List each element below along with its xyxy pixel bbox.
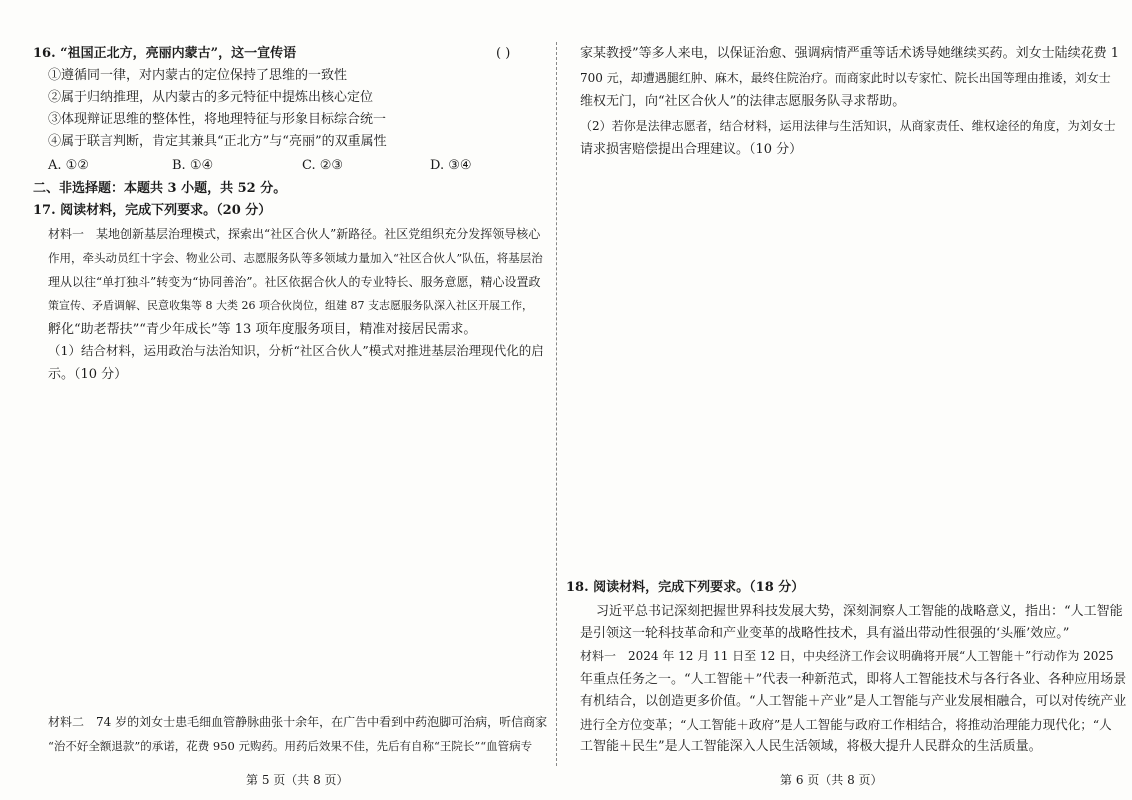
material1-line: 孵化“助老帮扶”“青少年成长”等 13 项年度服务项目，精准对接居民需求。 bbox=[48, 322, 477, 337]
q17-stem: 17. 阅读材料，完成下列要求。（20 分） bbox=[33, 203, 272, 218]
page-footer: 第 6 页（共 8 页） bbox=[780, 773, 883, 787]
column-divider bbox=[556, 42, 557, 766]
q17-continued-line: 维权无门，向“社区合伙人”的法律志愿服务队寻求帮助。 bbox=[580, 94, 906, 109]
q16-item: ③体现辩证思维的整体性，将地理特征与形象目标综合统一 bbox=[48, 112, 387, 127]
q18-intro-line: 习近平总书记深刻把握世界科技发展大势，深刻洞察人工智能的战略意义，指出：“人工智能 bbox=[596, 604, 1123, 619]
sub-question-1: （1）结合材料，运用政治与法治知识，分析“社区合伙人”模式对推进基层治理现代化的启 bbox=[48, 343, 544, 358]
q16-stem: 16. “祖国正北方，亮丽内蒙古”，这一宣传语 bbox=[33, 46, 297, 61]
q16-item: ①遵循同一律，对内蒙古的定位保持了思维的一致性 bbox=[48, 68, 348, 83]
q18-material1-line: 有机结合，以创造更多价值。“人工智能＋产业”是人工智能与产业发展相融合，可以对传统产业 bbox=[580, 694, 1127, 709]
q16-option-b: B. ①④ bbox=[172, 158, 214, 173]
sub-question-1: 示。（10 分） bbox=[48, 367, 128, 382]
material1-line: 作用，牵头动员红十字会、物业公司、志愿服务队等多领域力量加入“社区合伙人”队伍，将基层治 bbox=[48, 251, 543, 265]
answer-bracket: ( ) bbox=[496, 46, 511, 61]
section-heading: 二、非选择题：本题共 3 小题，共 52 分。 bbox=[33, 181, 287, 196]
sub-question-2: 请求损害赔偿提出合理建议。（10 分） bbox=[580, 142, 803, 157]
material1-line: 理从以往“单打独斗”转变为“协同善治”。社区依据合伙人的专业特长、服务意愿，精心设置政 bbox=[48, 275, 541, 289]
q18-material1-line: 进行全方位变革；“人工智能＋政府”是人工智能与政府工作相结合，将推动治理能力现代化；“人 bbox=[580, 717, 1112, 732]
q18-stem: 18. 阅读材料，完成下列要求。（18 分） bbox=[566, 580, 805, 595]
page-footer: 第 5 页（共 8 页） bbox=[246, 773, 349, 787]
q16-option-c: C. ②③ bbox=[302, 158, 344, 173]
q18-material1-line: 材料一 2024 年 12 月 11 日至 12 日，中央经济工作会议明确将开展“人工智能＋”行动作为 2025 bbox=[580, 649, 1114, 663]
q16-item: ②属于归纳推理，从内蒙古的多元特征中提炼出核心定位 bbox=[48, 90, 374, 105]
q18-intro-line: 是引领这一轮科技革命和产业变革的战略性技术，具有溢出带动性很强的‘头雁’效应。” bbox=[580, 626, 1070, 641]
q17-continued-line: 家某教授”等多人来电，以保证治愈、强调病情严重等话术诱导她继续买药。刘女士陆续花费 1 bbox=[580, 46, 1120, 61]
material1-line: 材料一 某地创新基层治理模式，探索出“社区合伙人”新路径。社区党组织充分发挥领导核心 bbox=[48, 227, 541, 241]
material2-line: 材料二 74 岁的刘女士患毛细血管静脉曲张十余年，在广告中看到中药泡脚可治病，听信商家 bbox=[48, 715, 548, 729]
q18-material1-line: 年重点任务之一。“人工智能＋”代表一种新范式，即将人工智能技术与各行各业、各种应用场景 bbox=[580, 672, 1127, 687]
material1-line: 策宣传、矛盾调解、民意收集等 8 大类 26 项合伙岗位，组建 87 支志愿服务队深入社区开展工作， bbox=[48, 299, 533, 312]
q16-option-a: A. ①② bbox=[48, 158, 89, 173]
sub-question-2: （2）若你是法律志愿者，结合材料，运用法律与生活知识，从商家责任、维权途径的角度，为刘女士 bbox=[580, 119, 1116, 133]
material2-line: “治不好全额退款”的承诺，花费 950 元购药。用药后效果不佳，先后有自称“王院长”“血管病专 bbox=[48, 739, 533, 753]
q16-item: ④属于联言判断，肯定其兼具“正北方”与“亮丽”的双重属性 bbox=[48, 134, 387, 149]
q16-option-d: D. ③④ bbox=[430, 158, 472, 173]
q18-material1-line: 工智能＋民生”是人工智能深入人民生活领域，将极大提升人民群众的生活质量。 bbox=[580, 739, 1042, 754]
q17-continued-line: 700 元，却遭遇腿红肿、麻木，最终住院治疗。而商家此时以专家忙、院长出国等理由推诿，刘女士 bbox=[580, 71, 1111, 85]
